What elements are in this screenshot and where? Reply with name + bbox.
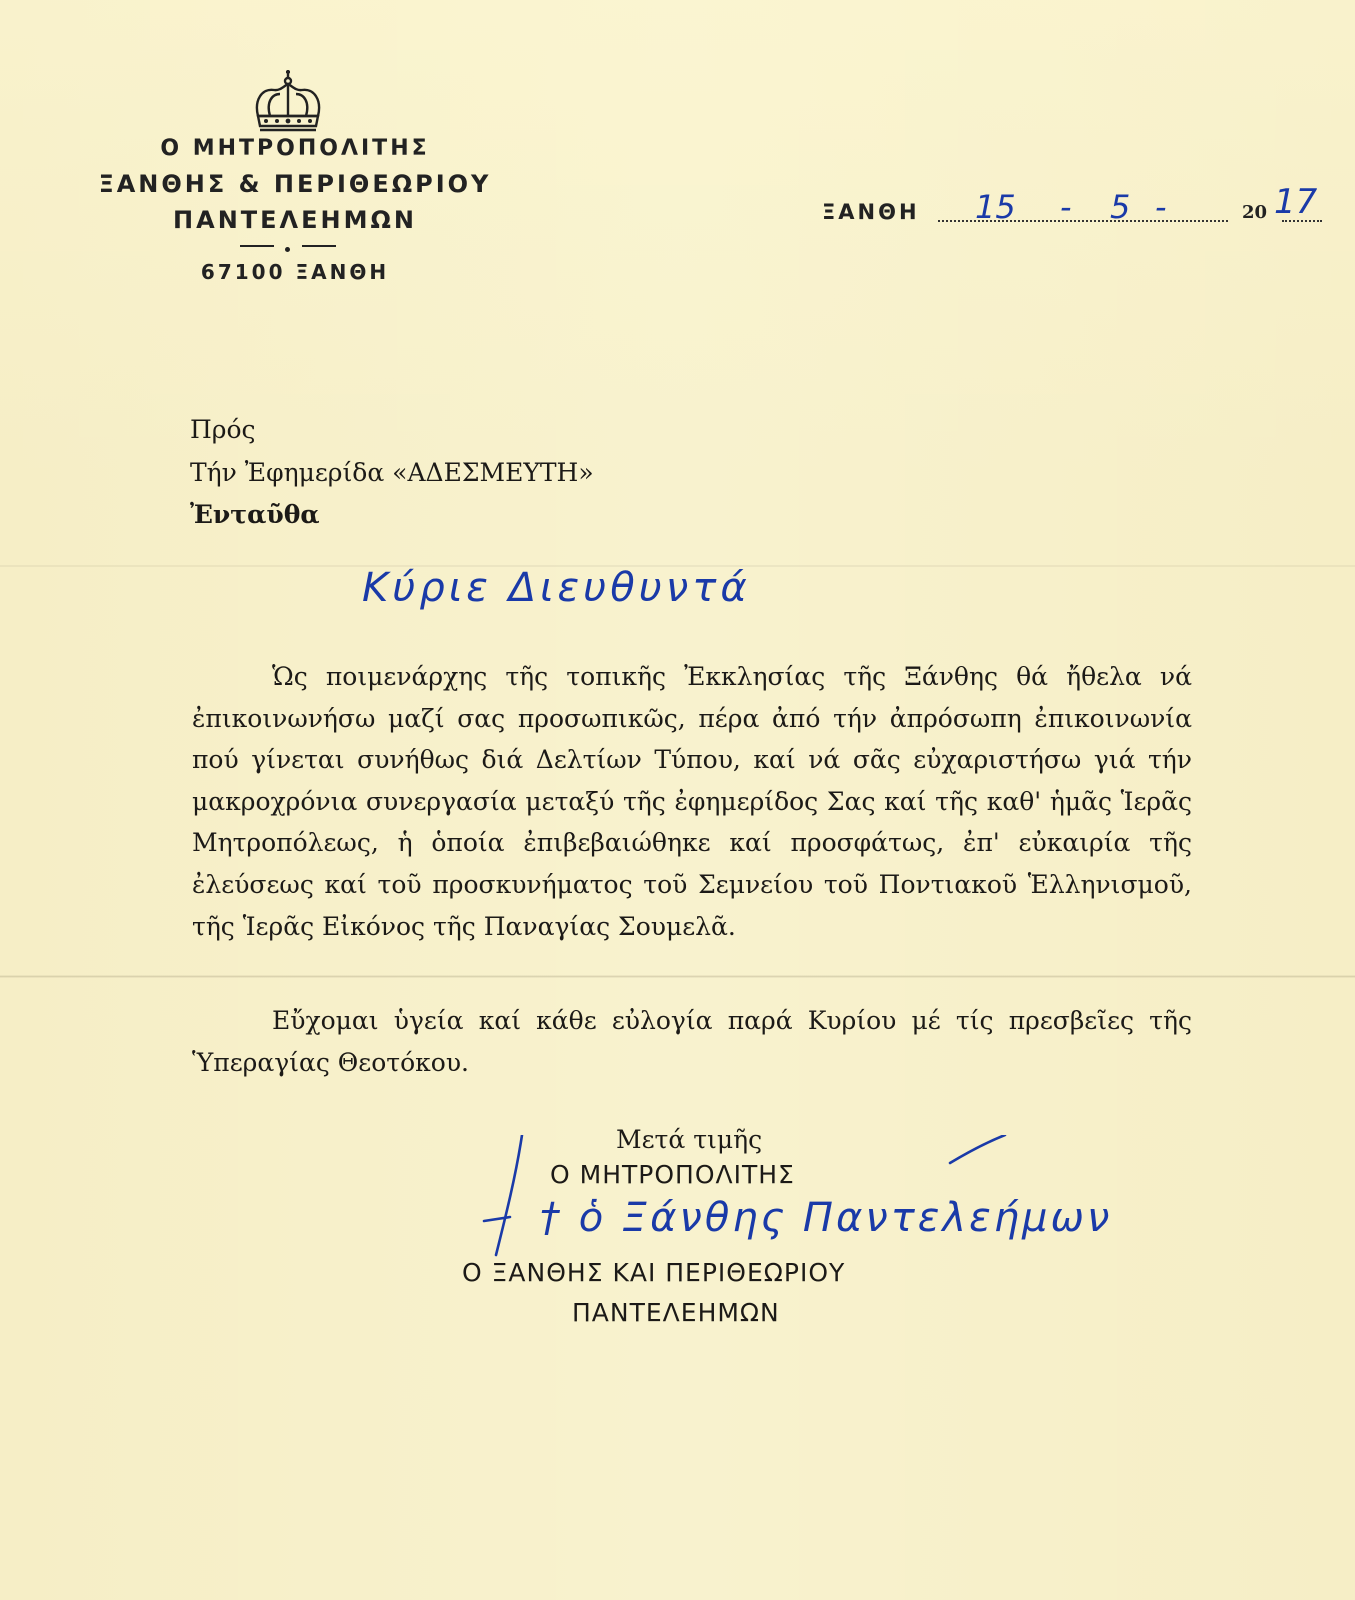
date-year-suffix: 17 [1274, 182, 1318, 222]
letterhead-diocese: ΞΑΝΘΗΣ & ΠΕΡΙΘΕΩΡΙΟΥ [98, 170, 492, 198]
signature: † ὁ Ξάνθης Παντελεήμων [540, 1195, 1113, 1241]
date-day: 15 [975, 188, 1016, 226]
addressee-name: Τήν Ἐφημερίδα «ΑΔΕΣΜΕΥΤΗ» [190, 458, 594, 487]
letterhead-divider [240, 242, 336, 252]
letterhead-title: Ο ΜΗΤΡΟΠΟΛΙΤΗΣ [160, 136, 430, 161]
closing-diocese: Ο ΞΑΝΘΗΣ ΚΑΙ ΠΕΡΙΘΕΩΡΙΟΥ [462, 1258, 846, 1287]
addressee-location: Ἐνταῦθα [190, 500, 320, 529]
closing-greeting: Μετά τιμῆς [616, 1125, 763, 1154]
letterhead-address: 67100 ΞΑΝΘΗ [200, 260, 390, 284]
letterhead-name: ΠΑΝΤΕΛΕΗΜΩΝ [173, 206, 417, 234]
paper-fold-line [0, 975, 1355, 978]
crown-icon [250, 70, 326, 136]
date-separator: - [1155, 188, 1167, 226]
date-month: 5 [1110, 188, 1131, 226]
body-paragraph: Ὡς ποιμενάρχης τῆς τοπικῆς Ἐκκλησίας τῆς Ξάνθης θά ἤθελα νά ἐπικοινωνήσω μαζί σας προσωπικῶς, πέρα ἀπό τήν ἀπρόσωπη ἐπικοινωνία πού γίνεται συνήθως διά Δελτίων Τύπου, καί νά σᾶς εὐχαριστήσω γιά τήν μακροχρόνια συνεργασία μεταξύ τῆς ἐφημερίδος Σας καί τῆς καθ' ἡμᾶς Ἱερᾶς Μητροπόλεως, ἡ ὁποία ἐπιβεβαιώθηκε καί προσφάτως, ἐπ' εὐκαιρία τῆς ἐλεύσεως καί τοῦ προσκυνήματος τοῦ Σεμνείου τοῦ Ποντιακοῦ Ἑλληνισμοῦ, τῆς Ἱερᾶς Εἰκόνος τῆς Παναγίας Σουμελᾶ. [192, 662, 1192, 941]
date-place: ΞΑΝΘΗ [822, 200, 920, 224]
body-paragraph: Εὔχομαι ὑγεία καί κάθε εὐλογία παρά Κυρίου μέ τίς πρεσβεῖες τῆς Ὑπεραγίας Θεοτόκου. [192, 1006, 1192, 1077]
date-year-prefix: 20 [1242, 202, 1268, 223]
date-separator: - [1060, 188, 1072, 226]
closing-title: Ο ΜΗΤΡΟΠΟΛΙΤΗΣ [550, 1160, 795, 1189]
closing-name: ΠΑΝΤΕΛΕΗΜΩΝ [572, 1298, 780, 1327]
addressee-to: Πρός [190, 415, 256, 444]
salutation: Κύριε Διευθυντά [362, 565, 751, 611]
